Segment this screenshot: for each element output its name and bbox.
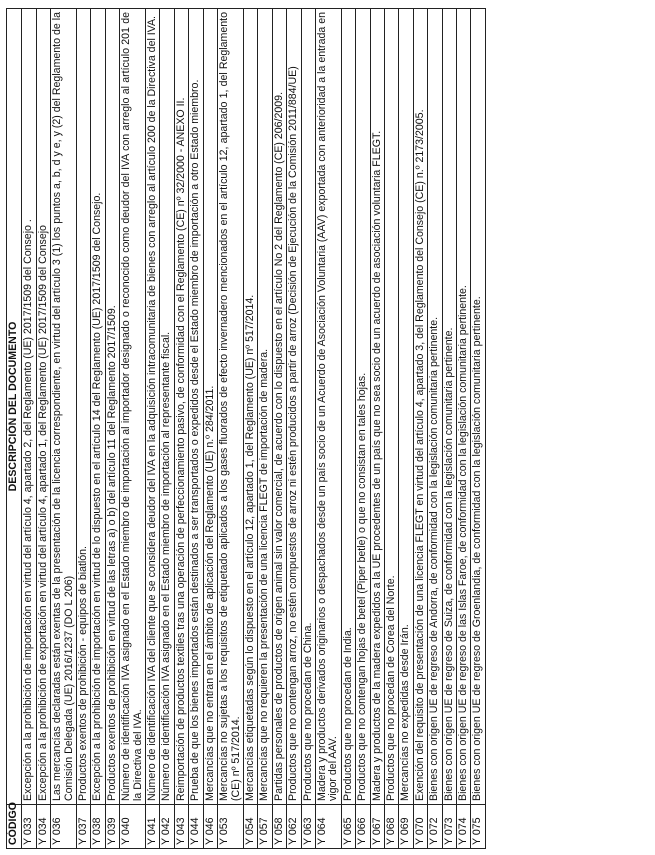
document-description: Mercancías que no entran en el ámbito de aplicación del Reglamento (UE) n.º 284/2011. xyxy=(203,9,217,805)
table-row xyxy=(243,9,257,849)
document-description: Las mercancías declaradas están exentas de la presentación de la licencia correspondiente, en virtud del artículo 3 (1) los puntos a, b, d y e, y (2) del Reglamento de la Comisión Delegada (UE) 2016/1237 (DO L 206) xyxy=(51,9,77,805)
document-description: Productos que no procedan de China. xyxy=(301,9,315,805)
document-description: Partidas personales de productos de origen animal sin valor comercial, de acuerdo con lo dispuesto en el artículo No 2 del Reglamento (CE) 206/2009. xyxy=(272,9,286,805)
table-row xyxy=(413,9,427,849)
document-description: Madera y productos derivados originarios o despachados desde un país socio de un Acuerdo de Asociación Voluntaria (AAV) exportada con anterioridad a la entrada en vigor del AAV. xyxy=(315,9,341,805)
document-code: Y 057 xyxy=(258,805,272,849)
document-code: Y 036 xyxy=(51,805,77,849)
document-code: Y 046 xyxy=(203,805,217,849)
table-row xyxy=(442,9,456,849)
table-row xyxy=(189,9,203,849)
document-description: Prueba de que los bienes importados están destinados a ser transportados o expedidos desde el Estado miembro de importación a otro Estado miembro. xyxy=(189,9,203,805)
document-code: Y 043 xyxy=(174,805,188,849)
document-code: Y 037 xyxy=(77,805,91,849)
document-description: Productos que no procedan de India. xyxy=(341,9,355,805)
table-row xyxy=(399,9,413,849)
document-code: Y 039 xyxy=(105,805,119,849)
description-column-header: DESCRIPCIÓN DEL DOCUMENTO xyxy=(7,9,22,805)
document-code: Y 073 xyxy=(442,805,456,849)
table-row xyxy=(287,9,301,849)
document-description: Mercancías no sujetas a los requisitos de etiquetado aplicados a los gases fluorados de efecto invernadero mencionados en el artículo 12, apartado 1, del Reglamento (CE) nº 517/2014. xyxy=(218,9,244,805)
document-code: Y 069 xyxy=(399,805,413,849)
document-code: Y 058 xyxy=(272,805,286,849)
table-row xyxy=(203,9,217,849)
document-description: Productos que no contengan hojas de betel (Piper betle) o que no consistan en tales hojas. xyxy=(356,9,370,805)
table-row xyxy=(146,9,160,849)
code-column-header: CÓDIGO xyxy=(7,805,22,849)
table-row xyxy=(341,9,355,849)
table-row xyxy=(301,9,315,849)
table-header-row xyxy=(7,9,22,849)
table-row xyxy=(51,9,77,849)
table-row xyxy=(120,9,146,849)
table-row xyxy=(160,9,174,849)
document-description: Mercancías etiquetadas según lo dispuesto en el artículo 12, apartado 1, del Reglamento (UE) nº 517/2014. xyxy=(243,9,257,805)
table-row xyxy=(428,9,442,849)
table-body xyxy=(22,9,485,849)
table-row xyxy=(174,9,188,849)
document-description: Bienes con origen UE de regreso de Suiza, de conformidad con la legislación comunitaria pertinente. xyxy=(442,9,456,805)
table-row xyxy=(370,9,384,849)
document-code: Y 065 xyxy=(341,805,355,849)
document-description: Mercancías que no requieren la presentación de una licencia FLEGT de importación de madera. xyxy=(258,9,272,805)
document-description: Excepción a la prohibición de importación en virtud de lo dispuesto en el artículo 14 del Reglamento (UE) 2017/1509 del Consejo. xyxy=(91,9,105,805)
document-description: Bienes con origen UE de regreso de las Islas Faroe, de conformidad con la legislación comunitaria pertinente. xyxy=(457,9,471,805)
table-row xyxy=(91,9,105,849)
table-row xyxy=(457,9,471,849)
table-row xyxy=(22,9,36,849)
document-code: Y 067 xyxy=(370,805,384,849)
table-row xyxy=(384,9,398,849)
document-code: Y 040 xyxy=(120,805,146,849)
document-description: Reimportación de productos textiles tras una operación de perfeccionamiento pasivo, de conformidad con el Reglamento (CE) nº 32/2000 - ANEXO II. xyxy=(174,9,188,805)
document-code: Y 068 xyxy=(384,805,398,849)
document-code: Y 053 xyxy=(218,805,244,849)
document-description: Excepción a la prohibición de exportación en virtud del artículo 4, apartado 1, del Reglamento (UE) 2017/1509 del Consejo xyxy=(36,9,50,805)
document-code: Y 033 xyxy=(22,805,36,849)
document-code: Y 063 xyxy=(301,805,315,849)
document-code: Y 041 xyxy=(146,805,160,849)
table-row xyxy=(36,9,50,849)
document-code: Y 064 xyxy=(315,805,341,849)
document-code: Y 075 xyxy=(471,805,485,849)
table-row xyxy=(356,9,370,849)
document-description: Productos que no contengan arroz, no estén compuestos de arroz ni estén producidos a partir de arroz (Decisión de Ejecución de la Comisión 2011/884/UE) xyxy=(287,9,301,805)
document-code: Y 072 xyxy=(428,805,442,849)
document-description: Mercancías no expedidas desde Irán. xyxy=(399,9,413,805)
table-row xyxy=(105,9,119,849)
document-code: Y 070 xyxy=(413,805,427,849)
document-code: Y 066 xyxy=(356,805,370,849)
document-codes-table xyxy=(6,8,486,849)
document-code: Y 038 xyxy=(91,805,105,849)
table-row xyxy=(258,9,272,849)
table-row xyxy=(315,9,341,849)
document-code: Y 044 xyxy=(189,805,203,849)
document-description: Excepción a la prohibición de importación en virtud del artículo 4, apartado 2, del Reglamento (UE) 2017/1509 del Consejo . xyxy=(22,9,36,805)
document-description: Productos exentos de prohibición en virtud de las letras a) o b) del artículo 11 del Reglamento 2017/1509. xyxy=(105,9,119,805)
document-description: Madera y productos de la madera expedidos a la UE procedentes de un país que no sea socio de un acuerdo de asociación voluntaria FLEGT. xyxy=(370,9,384,805)
table-row xyxy=(471,9,485,849)
document-description: Exención del requisito de presentación de una licencia FLEGT en virtud del artículo 4, apartado 3, del Reglamento del Consejo (CE) n.º 2173/2005. xyxy=(413,9,427,805)
document-description: Bienes con origen UE de regreso de Groenlandia, de conformidad con la legislación comunitaria pertinente. xyxy=(471,9,485,805)
document-code: Y 034 xyxy=(36,805,50,849)
document-description: Número de identificación IVA del cliente que se considera deudor del IVA en la adquisición intracomunitaria de bienes con arreglo al artículo 200 de la Directiva del IVA. xyxy=(146,9,160,805)
document-description: Número de identificación IVA asignado en el Estado miembro de importación al representante fiscal. xyxy=(160,9,174,805)
document-description: Bienes con origen UE de regreso de Andorra, de conformidad con la legislación comunitaria pertinente. xyxy=(428,9,442,805)
document-description: Número de identificación IVA asignado en el Estado miembro de importación al importador designado o reconocido como deudor del IVA con arreglo al artículo 201 de la Directiva del IVA. xyxy=(120,9,146,805)
document-description: Productos exentos de prohibición - equipos de biatlón. xyxy=(77,9,91,805)
table-row xyxy=(218,9,244,849)
document-description: Productos que no procedan de Corea del Norte. xyxy=(384,9,398,805)
table-row xyxy=(272,9,286,849)
document-code: Y 042 xyxy=(160,805,174,849)
document-code: Y 054 xyxy=(243,805,257,849)
document-code: Y 062 xyxy=(287,805,301,849)
table-row xyxy=(77,9,91,849)
document-code: Y 074 xyxy=(457,805,471,849)
